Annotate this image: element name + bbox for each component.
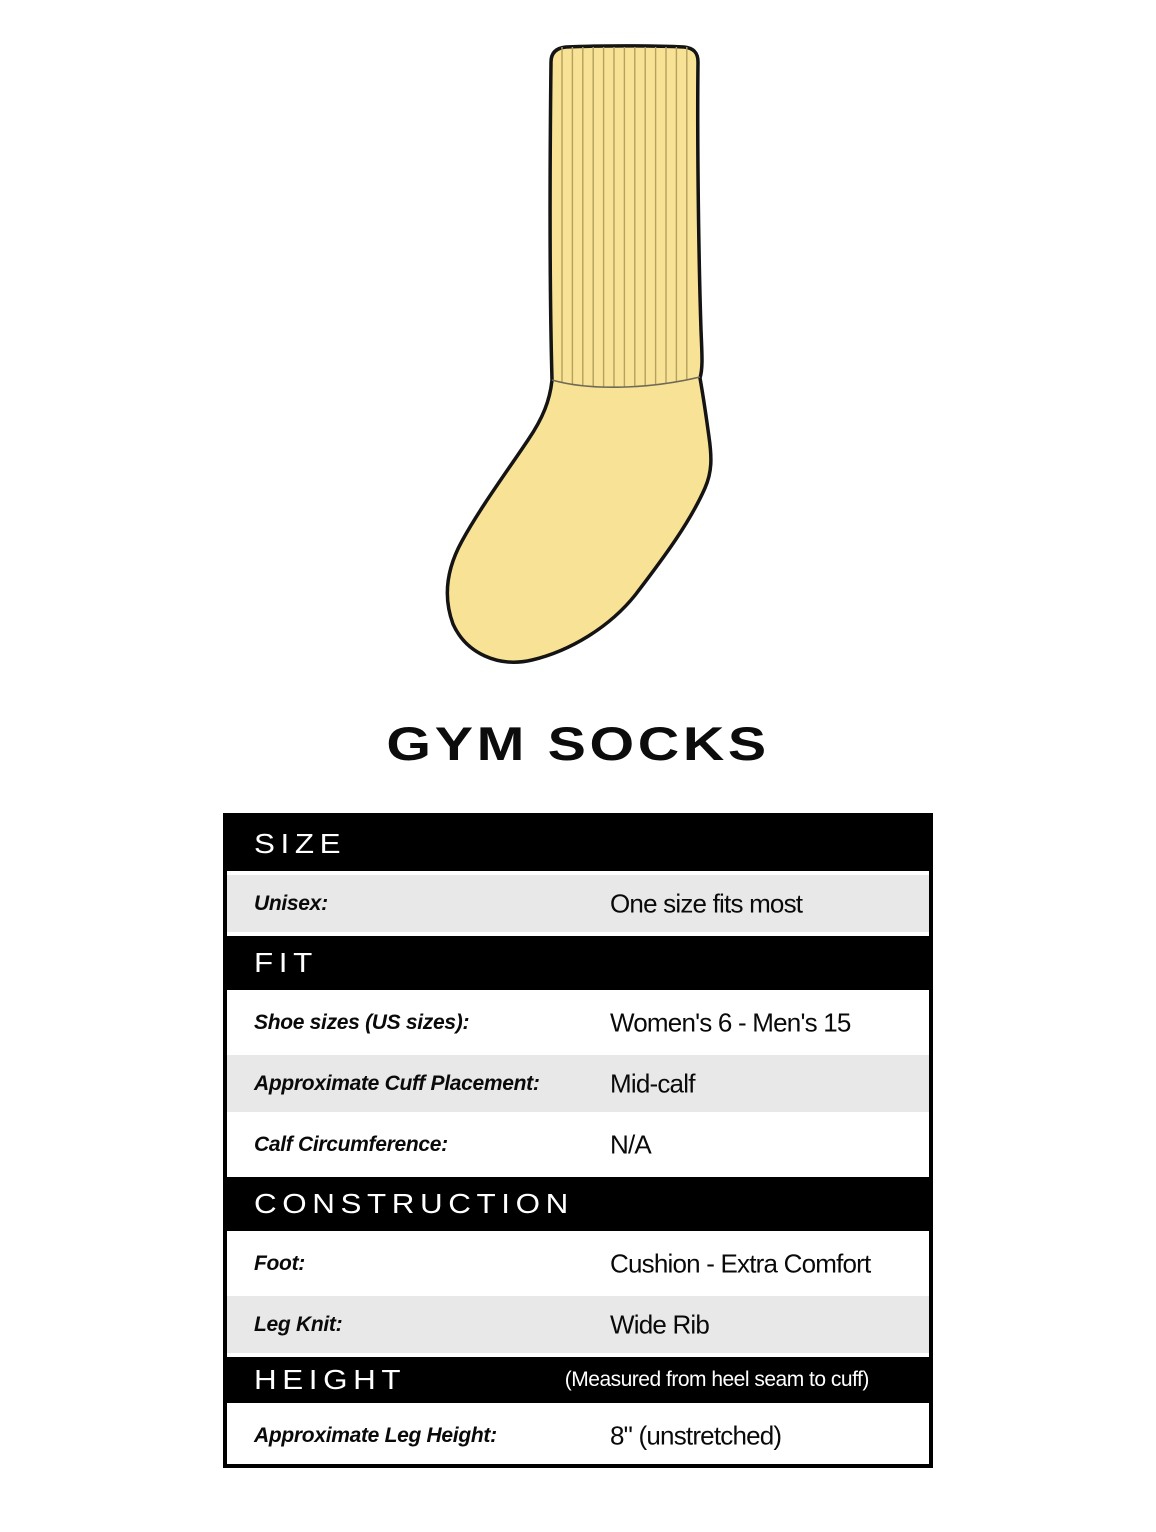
spec-row-label: Foot: <box>254 1251 305 1275</box>
section-title: CONSTRUCTION <box>254 1188 574 1219</box>
spec-row-label: Shoe sizes (US sizes): <box>254 1010 470 1034</box>
sock-illustration <box>420 24 740 684</box>
spec-row <box>227 1407 929 1464</box>
spec-row-label: Approximate Cuff Placement: <box>254 1071 540 1095</box>
spec-row-value: Mid-calf <box>610 1068 695 1098</box>
spec-row-label: Leg Knit: <box>254 1312 343 1336</box>
section-subtitle: (Measured from heel seam to cuff) <box>564 1368 869 1391</box>
spec-row <box>227 1296 929 1353</box>
spec-row-label: Unisex: <box>254 891 328 915</box>
spec-row <box>227 1116 929 1173</box>
spec-row <box>227 1235 929 1292</box>
spec-row-label: Approximate Leg Height: <box>254 1423 497 1447</box>
spec-row-value: Wide Rib <box>610 1309 710 1339</box>
spec-row-value: One size fits most <box>610 888 803 918</box>
spec-row-value: N/A <box>610 1129 651 1159</box>
section-title: HEIGHT <box>254 1364 407 1395</box>
spec-row <box>227 875 929 932</box>
section-title: SIZE <box>254 828 347 859</box>
product-title-text: GYM SOCKS <box>386 717 770 770</box>
spec-row-value: 8" (unstretched) <box>610 1420 782 1450</box>
spec-row <box>227 994 929 1051</box>
sock-body <box>447 46 711 662</box>
product-title <box>0 716 1156 771</box>
spec-table <box>223 813 933 1468</box>
section-title: FIT <box>254 947 318 978</box>
spec-row-value: Women's 6 - Men's 15 <box>610 1007 851 1037</box>
section-header-size <box>227 817 929 871</box>
section-header-height <box>227 1357 929 1403</box>
section-header-fit <box>227 936 929 990</box>
sock-illustration-svg <box>420 24 740 684</box>
spec-row-label: Calf Circumference: <box>254 1132 448 1156</box>
spec-row-value: Cushion - Extra Comfort <box>610 1248 871 1278</box>
section-header-construction <box>227 1177 929 1231</box>
spec-row <box>227 1055 929 1112</box>
